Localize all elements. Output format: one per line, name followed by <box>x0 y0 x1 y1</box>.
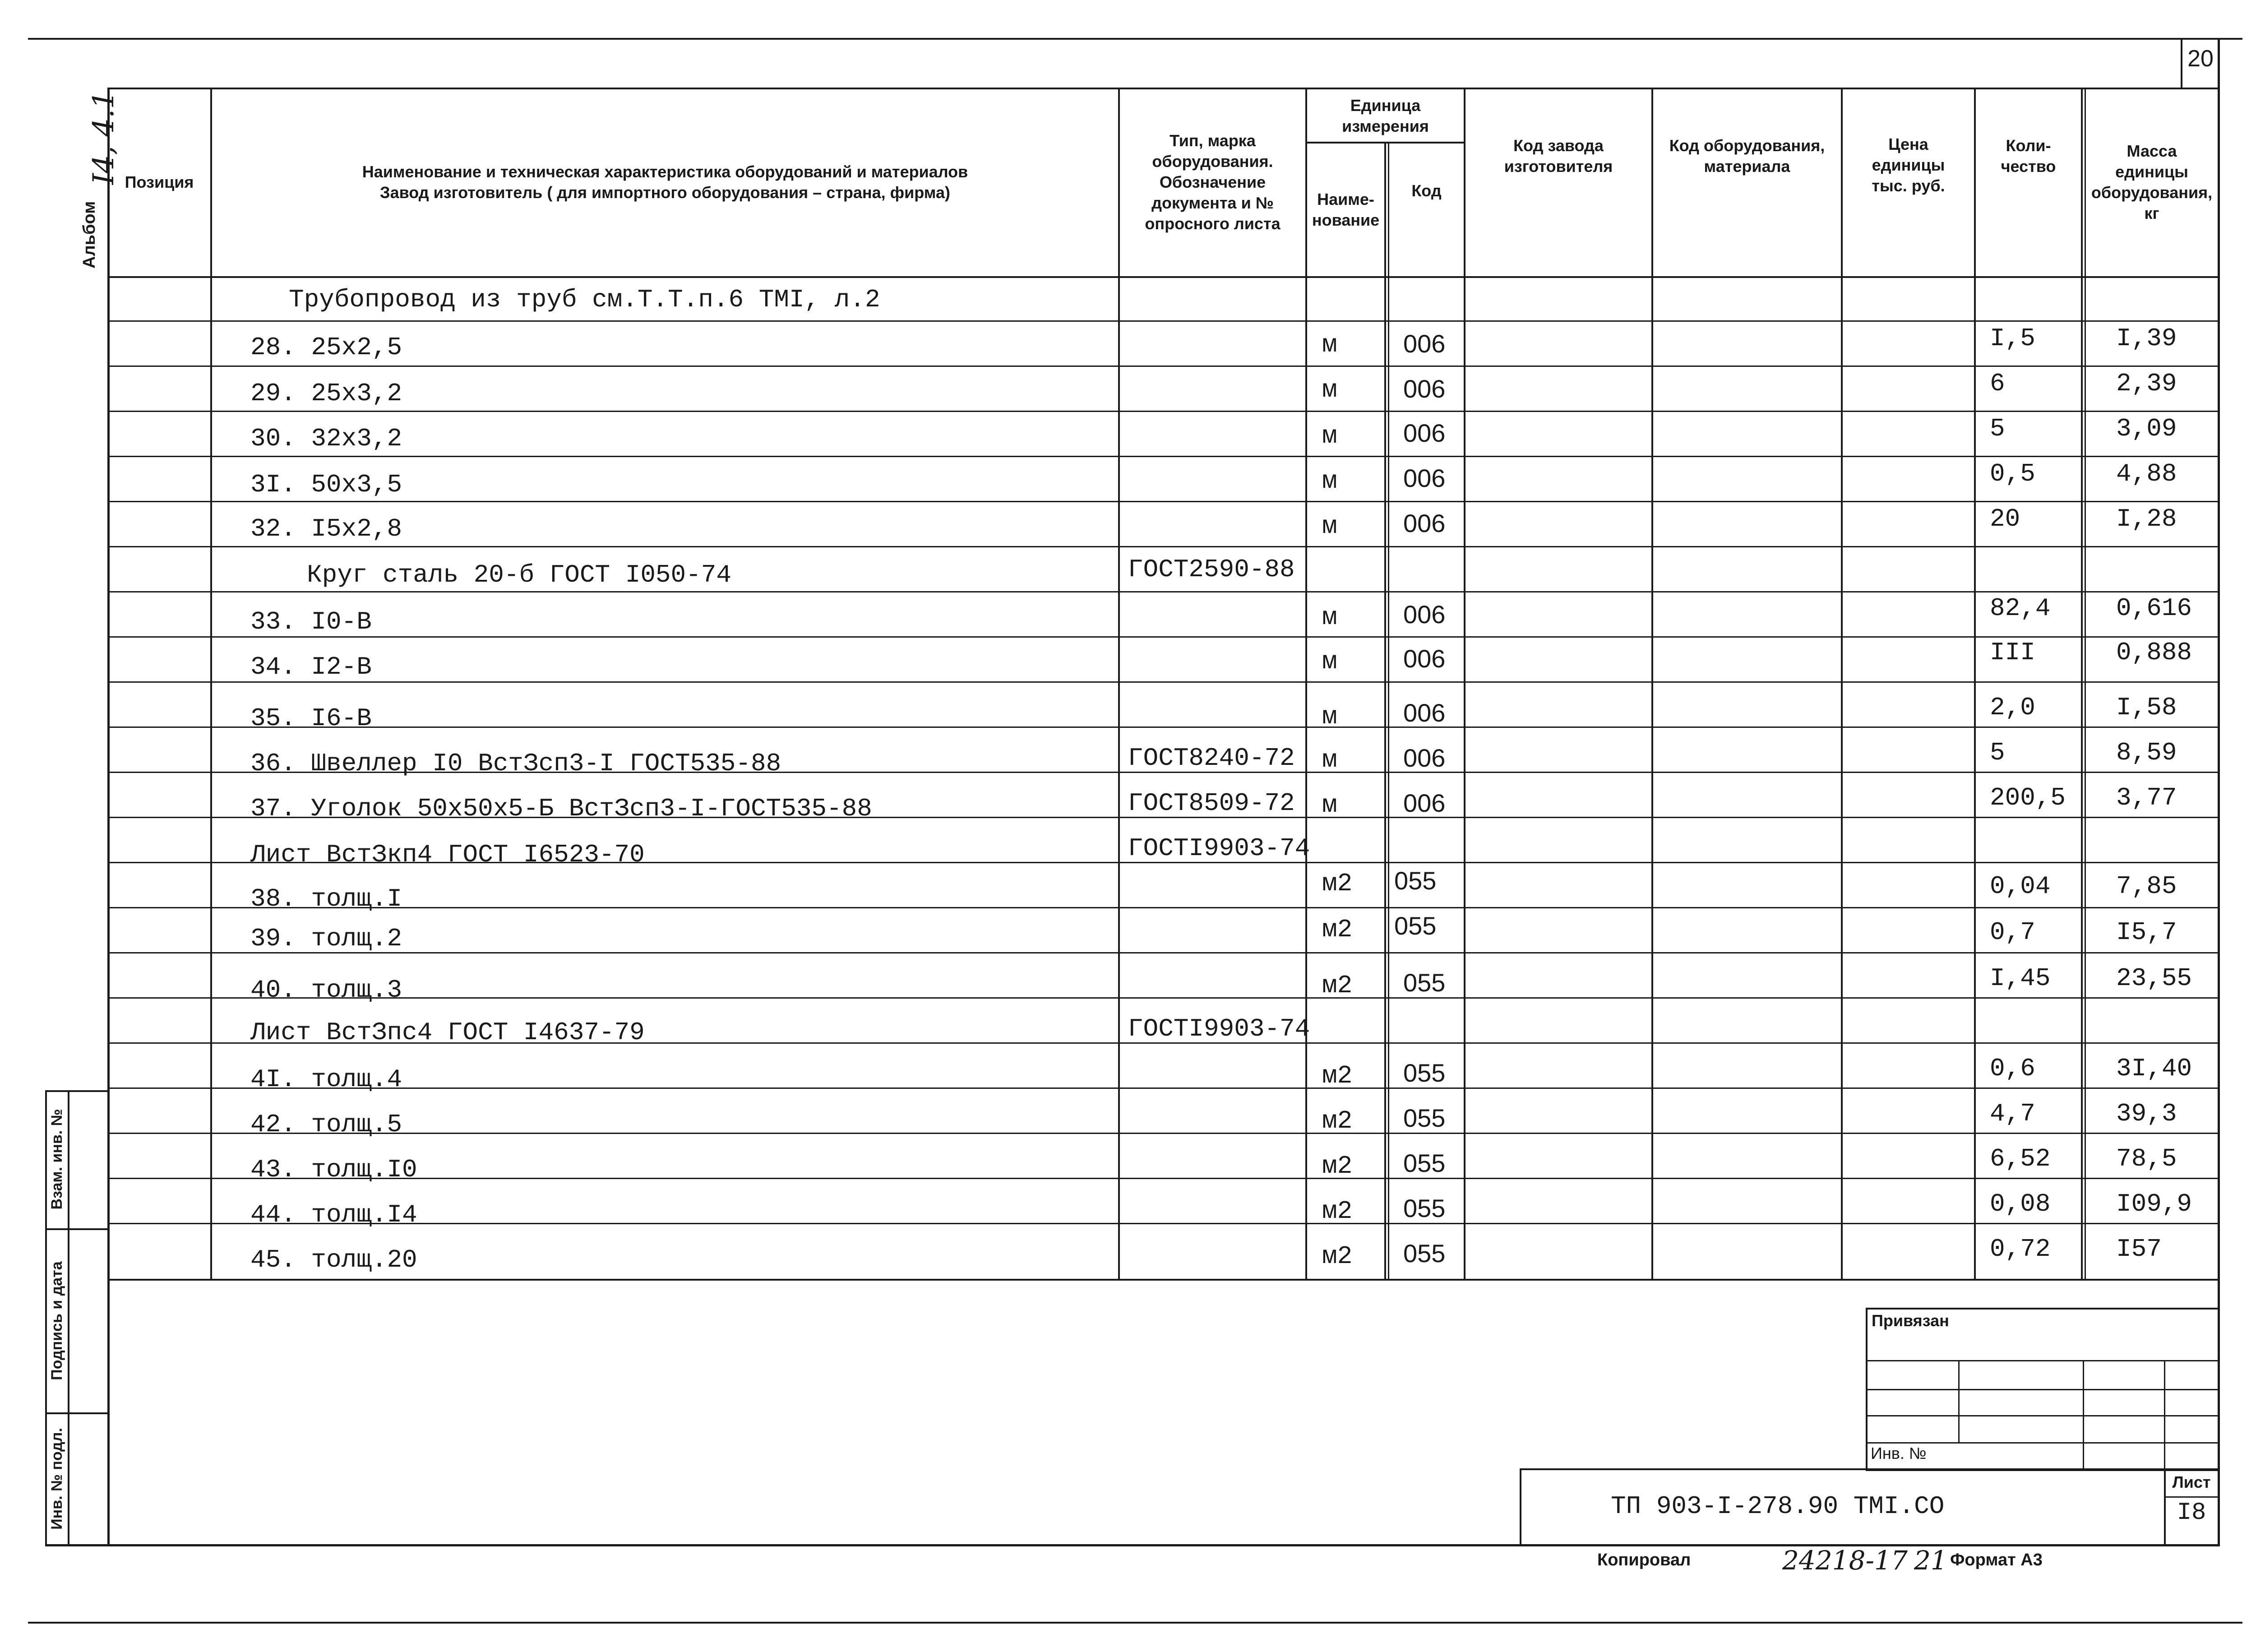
row-unit: м <box>1322 603 1337 632</box>
col-line-9 <box>2081 88 2083 1280</box>
priv-col <box>2164 1361 2165 1471</box>
row-name: Лист ВстЗкп4 ГОСТ I6523-70 <box>250 840 645 869</box>
row-mass: 7,85 <box>2116 872 2177 901</box>
row-mass: I,58 <box>2116 693 2177 722</box>
row-unit: м2 <box>1322 1106 1353 1135</box>
privyazan-inv: Инв. № <box>1871 1444 1927 1462</box>
row-qty: 82,4 <box>1990 594 2051 623</box>
row-mass: 8,59 <box>2116 738 2177 767</box>
priv-col <box>2083 1361 2084 1471</box>
footer-copied: Копировал <box>1597 1550 1691 1569</box>
row-type: ГОСТ8509-72 <box>1128 789 1295 818</box>
row-name: 45. толщ.20 <box>250 1245 417 1274</box>
row-line <box>107 546 2219 547</box>
col-line-8 <box>1974 88 1976 1280</box>
row-line <box>107 320 2219 322</box>
row-line <box>107 1178 2219 1179</box>
row-mass: 3,77 <box>2116 783 2177 812</box>
row-mass: 2,39 <box>2116 369 2177 398</box>
row-name: 44. толщ.I4 <box>250 1200 417 1229</box>
row-mass: I5,7 <box>2116 918 2177 947</box>
row-unit: м2 <box>1322 915 1353 944</box>
header-name: Наименование и техническая характеристика оборудований и материалов Завод изготовитель ( для импортного оборудования – страна, фирма) <box>362 162 968 202</box>
col-line-6 <box>1651 88 1653 1280</box>
row-code: 055 <box>1394 866 1437 895</box>
row-qty: I,45 <box>1990 964 2051 993</box>
side-inv-podl: Инв. № подл. <box>48 1428 65 1530</box>
header-price: Цена единицы тыс. руб. <box>1872 135 1945 195</box>
album-label: Альбом <box>80 201 99 268</box>
row-line <box>107 1133 2219 1134</box>
frame-top <box>28 38 2242 40</box>
row-qty: 2,0 <box>1990 693 2035 722</box>
row-line <box>107 591 2219 592</box>
footer-order-suffix: 21 <box>1914 1545 1947 1576</box>
row-qty: 6,52 <box>1990 1144 2051 1173</box>
title-sheet-div <box>2164 1496 2219 1498</box>
row-type: ГОСТ2590-88 <box>1128 555 1295 584</box>
row-line <box>107 997 2219 999</box>
row-unit: м2 <box>1322 1197 1353 1226</box>
row-name: 38. толщ.I <box>250 884 402 913</box>
row-unit: м2 <box>1322 869 1353 898</box>
privyazan-title: Привязан <box>1872 1311 1949 1330</box>
row-name: 36. Швеллер I0 ВстЗсп3-I ГОСТ535-88 <box>250 749 781 778</box>
row-code: 006 <box>1403 644 1446 673</box>
row-qty: 0,6 <box>1990 1054 2035 1083</box>
row-name: 4I. толщ.4 <box>250 1065 402 1094</box>
priv-col <box>1958 1361 1960 1442</box>
header-unit-code: Код <box>1411 181 1442 200</box>
row-unit: м2 <box>1322 1061 1353 1090</box>
row-type: ГОСТI9903-74 <box>1128 834 1310 863</box>
row-name: 42. толщ.5 <box>250 1110 402 1139</box>
row-name: 43. толщ.I0 <box>250 1155 417 1184</box>
frame-bottom-outer <box>28 1622 2242 1624</box>
title-sheet-label: Лист <box>2172 1473 2211 1491</box>
row-qty: 0,72 <box>1990 1235 2051 1263</box>
priv-line <box>1866 1415 2219 1416</box>
row-name: 40. толщ.3 <box>250 976 402 1004</box>
row-qty: 6 <box>1990 369 2005 398</box>
row-name: Круг сталь 20-б ГОСТ I050-74 <box>307 560 731 589</box>
row-mass: 23,55 <box>2116 964 2192 993</box>
row-name: 28. 25х2,5 <box>250 333 402 362</box>
row-mass: 3,09 <box>2116 414 2177 443</box>
row-name: 30. 32х3,2 <box>250 424 402 453</box>
row-line <box>107 411 2219 412</box>
row-code: 006 <box>1403 329 1446 358</box>
row-qty: 5 <box>1990 414 2005 443</box>
row-mass: I09,9 <box>2116 1189 2192 1218</box>
row-unit: м <box>1322 791 1337 819</box>
row-unit: м <box>1322 512 1337 541</box>
row-line <box>107 456 2219 457</box>
row-name: 32. I5х2,8 <box>250 514 402 543</box>
row-mass: 78,5 <box>2116 1144 2177 1173</box>
row-code: 055 <box>1403 1104 1446 1132</box>
row-code: 055 <box>1403 1149 1446 1177</box>
row-code: 006 <box>1403 600 1446 629</box>
album-handwritten: I4, 4.1 <box>87 90 120 185</box>
row-code: 006 <box>1403 509 1446 537</box>
row-code: 006 <box>1403 789 1446 817</box>
row-code: 055 <box>1403 1059 1446 1087</box>
sheet-top-number: 20 <box>2187 46 2214 72</box>
header-qty: Коли- чество <box>2001 136 2056 176</box>
row-unit: м <box>1322 745 1337 774</box>
priv-line <box>1866 1442 2219 1444</box>
row-name: Трубопровод из труб см.Т.Т.п.6 ТМI, л.2 <box>289 285 880 314</box>
row-type: ГОСТI9903-74 <box>1128 1014 1310 1043</box>
row-qty: 20 <box>1990 504 2020 533</box>
col-line-4b <box>1388 143 1389 1280</box>
row-name: 33. I0-В <box>250 607 372 636</box>
row-name: 39. толщ.2 <box>250 924 402 953</box>
title-designation: ТП 903-I-278.90 ТМI.СО <box>1611 1492 1945 1521</box>
row-unit: м <box>1322 421 1337 450</box>
row-mass: I,28 <box>2116 504 2177 533</box>
priv-line <box>1866 1360 2219 1361</box>
row-unit: м <box>1322 330 1337 359</box>
frame-right <box>2218 40 2220 1545</box>
table-bottom <box>107 1279 2219 1281</box>
col-line-4 <box>1384 143 1386 1280</box>
header-maker-code: Код завода изготовителя <box>1504 136 1613 176</box>
title-left <box>1520 1468 1521 1546</box>
row-mass: I57 <box>2116 1235 2162 1263</box>
header-bottom <box>107 276 2219 278</box>
row-line <box>107 681 2219 683</box>
row-mass: 0,616 <box>2116 594 2192 623</box>
row-qty: 0,5 <box>1990 459 2035 488</box>
row-qty: I,5 <box>1990 324 2035 353</box>
row-name: 34. I2-В <box>250 652 372 681</box>
header-equip-code: Код оборудования, материала <box>1669 136 1825 176</box>
priv-line <box>1866 1389 2219 1390</box>
row-qty: 0,08 <box>1990 1189 2051 1218</box>
row-unit: м <box>1322 375 1337 404</box>
row-unit: м <box>1322 702 1337 731</box>
row-code: 055 <box>1394 912 1437 940</box>
row-name: 35. I6-В <box>250 704 372 733</box>
footer-format: Формат А3 <box>1950 1550 2043 1569</box>
row-code: 006 <box>1403 375 1446 403</box>
priv-top <box>1866 1308 2219 1310</box>
row-code: 006 <box>1403 419 1446 447</box>
row-mass: I,39 <box>2116 324 2177 353</box>
header-position: Позиция <box>125 173 194 191</box>
row-line <box>107 907 2219 908</box>
row-line <box>107 636 2219 638</box>
header-unit-group: Единица измерения <box>1342 96 1429 135</box>
header-unit-name: Наиме- нование <box>1312 190 1380 229</box>
row-unit: м2 <box>1322 1242 1353 1271</box>
row-unit: м2 <box>1322 971 1353 1000</box>
row-mass: 3I,40 <box>2116 1054 2192 1083</box>
row-line <box>107 952 2219 953</box>
title-sheet-number: I8 <box>2177 1499 2206 1527</box>
row-code: 006 <box>1403 464 1446 492</box>
row-code: 006 <box>1403 744 1446 772</box>
title-top <box>1520 1468 2219 1470</box>
row-line <box>107 1087 2219 1089</box>
header-type: Тип, марка оборудования. Обозначение документа и № опросного листа <box>1145 131 1281 233</box>
side-stamp-mid <box>68 1090 69 1546</box>
row-name: 37. Уголок 50х50х5-Б ВстЗсп3-I-ГОСТ535-88 <box>250 794 872 823</box>
side-stamp-div1 <box>45 1228 108 1230</box>
row-unit: м <box>1322 467 1337 495</box>
row-unit: м2 <box>1322 1152 1353 1180</box>
row-code: 055 <box>1403 1194 1446 1222</box>
row-qty: 4,7 <box>1990 1099 2035 1128</box>
side-podpis: Подпись и дата <box>48 1261 65 1380</box>
row-mass: 39,3 <box>2116 1099 2177 1128</box>
row-name: 3I. 50х3,5 <box>250 470 402 499</box>
row-line <box>107 501 2219 502</box>
row-qty: III <box>1990 638 2035 667</box>
row-qty: 200,5 <box>1990 783 2066 812</box>
footer-order-number: 24218-17 <box>1782 1545 1908 1576</box>
row-code: 006 <box>1403 699 1446 727</box>
row-line <box>107 727 2219 728</box>
row-name: Лист ВстЗпс4 ГОСТ I4637-79 <box>250 1018 645 1047</box>
col-line-5 <box>1464 88 1465 1280</box>
header-mass: Масса единицы оборудования, кг <box>2091 142 2213 222</box>
row-code: 055 <box>1403 1239 1446 1268</box>
row-qty: 0,04 <box>1990 872 2051 901</box>
row-code: 055 <box>1403 968 1446 997</box>
side-vzam: Взам. инв. № <box>48 1109 65 1210</box>
row-unit: м <box>1322 647 1337 676</box>
row-qty: 5 <box>1990 738 2005 767</box>
col-line-7 <box>1841 88 1843 1280</box>
row-mass: 0,888 <box>2116 638 2192 667</box>
row-name: 29. 25х3,2 <box>250 379 402 408</box>
row-qty: 0,7 <box>1990 918 2035 947</box>
row-line <box>107 1223 2219 1224</box>
row-mass: 4,88 <box>2116 459 2177 488</box>
row-type: ГОСТ8240-72 <box>1128 744 1295 773</box>
row-line <box>107 366 2219 367</box>
